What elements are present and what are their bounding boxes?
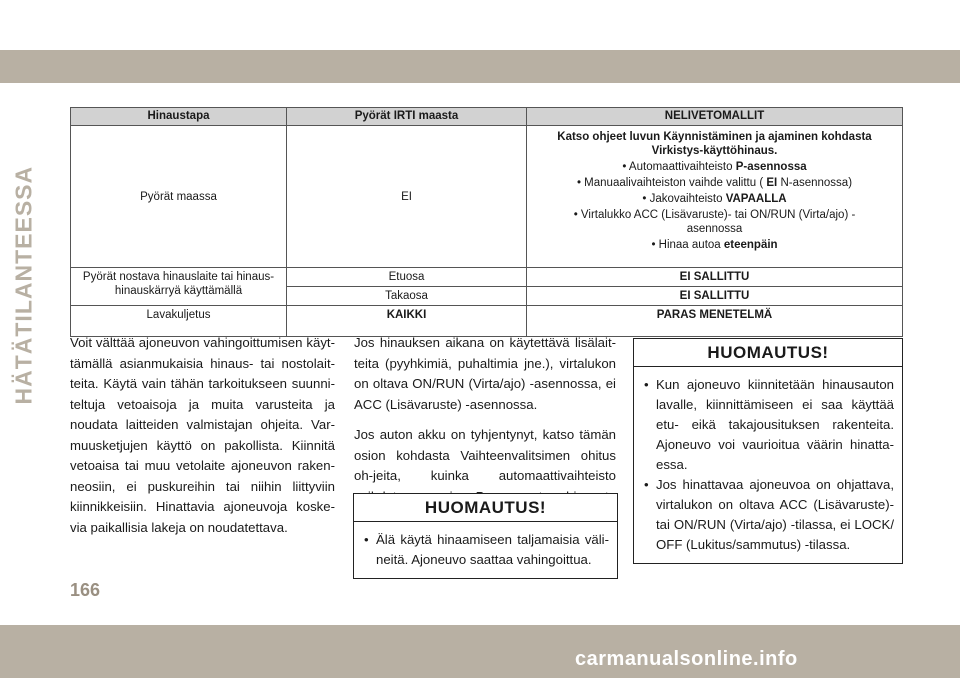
paragraph: Jos auton akku on tyhjentynyt, katso tämän osion kohdasta Vaihteenvalitsimen ohitus oh-jeita, kuinka automaattivaihteisto	[354, 427, 616, 483]
bullet-icon: •	[644, 477, 649, 492]
section-side-title: HÄTÄTILANTEESSA	[10, 165, 37, 405]
instruction-item: • Virtalukko ACC (Lisävaruste)- tai ON/RUN (Virta/ajo) -asennossa	[573, 209, 856, 235]
footer-band	[0, 625, 960, 678]
wheels-off-front: Etuosa	[287, 268, 527, 287]
instruction-item: • Automaattivaihteisto P-asennossa	[622, 161, 807, 173]
paragraph: Jos hinauksen aikana on käytettävä lisälait-teita (pyyhkimiä, puhaltimia jne.), virtalukon on oltava ON/RUN (Virta/ajo) -asennossa, ei ACC (Lisävaruste) -asennossa.	[354, 335, 616, 412]
flatbed-value: PARAS MENETELMÄ	[527, 306, 903, 337]
page-number: 166	[70, 580, 101, 600]
instructions-intro: Katso ohjeet luvun Käynnistäminen ja ajaminen kohdasta Virkistys-käyttöhinaus.	[557, 131, 872, 157]
flat-tow-instructions	[527, 126, 903, 268]
instruction-item: • Jakovaihteisto VAPAALLA	[642, 193, 787, 205]
wheels-off-rear: Takaosa	[287, 287, 527, 306]
paragraph: Voit välttää ajoneuvon vahingoittumisen käyt-tämällä asianmukaisia hinaus- tai nostolait-teita. Käytä vain tähän tarkoitukseen suunni-teltuja vetoaisoja ja muita varusteita ja noudata laitteiden valmistajan ohjeita. Var-muusketjujen käyttö on pakollista. Kiinnitä vetoaisa tai muu vetolaite ajoneuvon raken-neosiin, ei puskureihin tai niihin liittyviin kiinnikkeisiin. Hinattavia ajoneuvoja koske-via paikallisia lakeja on noudatettava.	[70, 335, 335, 535]
table-row	[71, 268, 903, 287]
front-value: EI SALLITTU	[527, 268, 903, 287]
notice-title: HUOMAUTUS!	[354, 494, 617, 522]
instruction-item: • Hinaa autoa eteenpäin	[651, 239, 778, 251]
notice-title: HUOMAUTUS!	[634, 339, 902, 367]
notice-box	[353, 493, 618, 579]
notice-item: • Kun ajoneuvo kiinnitetään hinausauton lavalle, kiinnittämiseen ei saa käyttää etu- eikä takajousituksen rakenteita. Ajoneuvo voi vaurioitua väärin hinatta-essa.	[644, 377, 894, 472]
wheels-off-all: KAIKKI	[287, 306, 527, 337]
towing-table	[70, 107, 903, 337]
notice-item: • Jos hinattavaa ajoneuvoa on ohjattava, virtalukon on oltava ACC (Lisävaruste)- tai ON/RUN (Virta/ajo) -tilassa, ei LOCK/ OFF (Lukitus/sammutus) -tilassa.	[644, 477, 894, 552]
wheels-off-value: EI	[287, 126, 527, 268]
instruction-item: • Manuaalivaihteiston vaihde valittu ( EI N-asennossa)	[576, 177, 853, 189]
table-row	[71, 306, 903, 337]
watermark: carmanualsonline.info	[575, 648, 798, 670]
table-header-row	[71, 108, 903, 126]
notice-item: • Älä käytä hinaamiseen taljamaisia väli-neitä. Ajoneuvo saattaa vahingoittua.	[364, 532, 609, 567]
header-band	[0, 50, 960, 83]
header-4wd-models: NELIVETOMALLIT	[527, 108, 903, 126]
method-flat-tow: Pyörät maassa	[71, 126, 287, 268]
bullet-icon: •	[644, 377, 649, 392]
notice-box	[633, 338, 903, 564]
method-flatbed: Lavakuljetus	[71, 306, 287, 337]
header-towing-method: Hinaustapa	[71, 108, 287, 126]
method-wheel-lift: Pyörät nostava hinauslaite tai hinaus-hinauskärryä käyttämällä	[71, 268, 287, 306]
table-row	[71, 126, 903, 268]
bullet-icon: •	[364, 532, 369, 547]
body-column-1	[70, 333, 335, 548]
header-wheels-off: Pyörät IRTI maasta	[287, 108, 527, 126]
rear-value: EI SALLITTU	[527, 287, 903, 306]
